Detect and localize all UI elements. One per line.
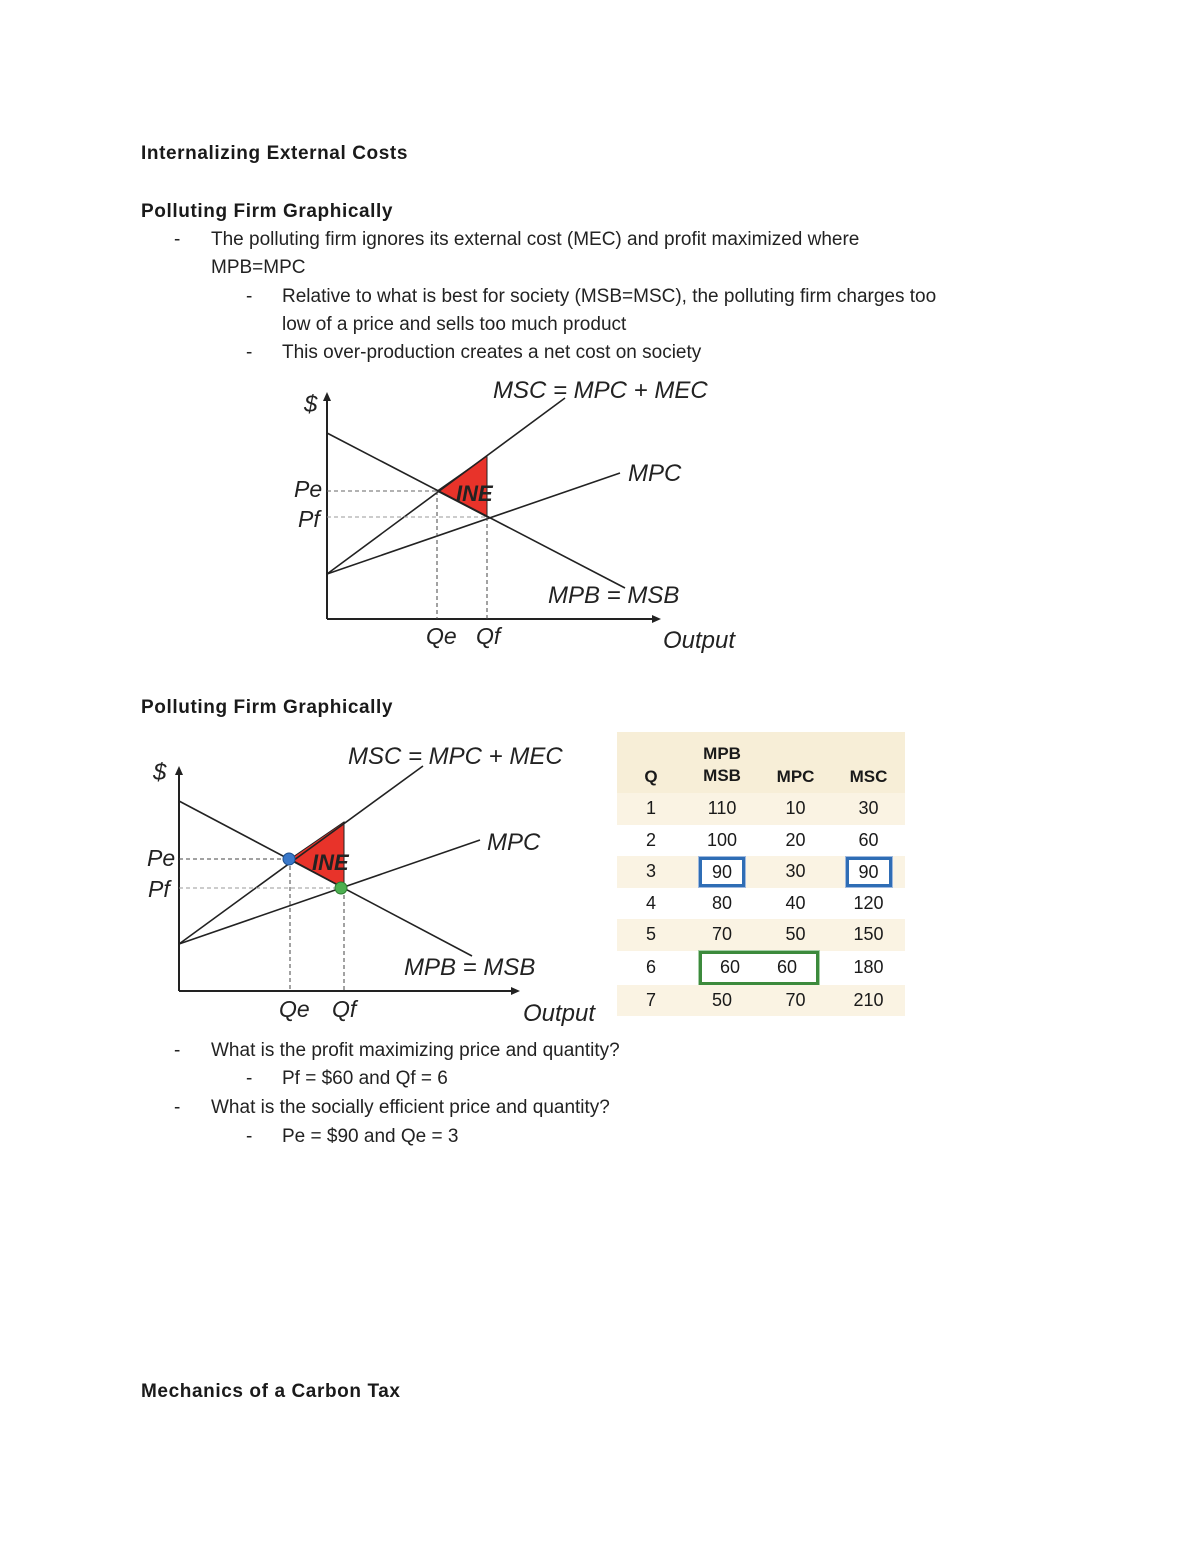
profit-max-point-dot [335,882,347,894]
page-title: Internalizing External Costs [141,143,409,164]
question-text: What is the socially efficient price and quantity? [211,1097,610,1118]
bullet-dash: - [174,1097,181,1118]
y-axis-label: $ [304,391,318,418]
qf-label: Qf [332,996,357,1022]
y-axis-arrow [323,392,331,401]
cell-mpc: 70 [759,985,832,1017]
green-highlight-box [699,951,819,985]
cell-q: 1 [617,793,685,825]
sub-bullet-text: low of a price and sells too much product [282,314,627,335]
x-axis-arrow [511,987,520,995]
section-heading-1: Polluting Firm Graphically [141,201,394,222]
efficient-point-dot [283,853,295,865]
x-axis-arrow [652,615,661,623]
bullet-dash: - [174,1040,181,1061]
y-axis-label: $ [153,759,167,786]
sub-bullet-text: Relative to what is best for society (MSB=MSC), the polluting firm charges too [282,286,937,307]
table-row [617,793,905,825]
ine-label: INE [312,850,349,875]
cell-mpb: 100 [685,825,759,857]
qe-label: Qe [279,996,310,1022]
blue-highlight-box [846,857,892,887]
col-header-mpb: MPB [703,744,741,763]
mpb-label: MPB = MSB [404,954,536,981]
mpc-label: MPC [487,829,541,856]
x-axis-label: Output [523,1000,596,1027]
cell-q: 6 [617,951,685,985]
bullet-dash: - [246,342,253,363]
mpb-line [179,801,472,956]
ine-label: INE [456,481,493,506]
cell-msc: 30 [832,793,905,825]
msc-line [327,398,565,574]
x-axis-label: Output [663,627,736,654]
section-heading-2: Polluting Firm Graphically [141,697,394,718]
mpb-label: MPB = MSB [548,582,680,609]
cell-q: 4 [617,888,685,920]
msc-line [179,766,423,944]
sub-bullet-text: This over-production creates a net cost on society [282,342,702,363]
table-row [617,856,905,888]
externality-graph-2 [140,738,610,1038]
bullet-dash: - [246,1068,253,1089]
cell-mpb-value: 90 [712,861,733,882]
pf-label: Pf [148,876,170,902]
pe-label: Pe [294,476,323,502]
table-row [617,825,905,857]
answer-text: Pe = $90 and Qe = 3 [282,1126,459,1147]
col-header-msc: MSC [832,732,905,793]
cell-mpb: 70 [685,919,759,951]
table-row [617,951,905,985]
bullet-dash: - [246,1126,253,1147]
pe-label: Pe [147,845,176,871]
cell-q: 5 [617,919,685,951]
marginal-values-table [617,732,905,1016]
table-row [617,919,905,951]
col-header-q: Q [617,732,685,793]
cell-mpb-mpc-highlight [685,951,832,985]
table-row [617,888,905,920]
bullet-text: The polluting firm ignores its external cost (MEC) and profit maximized where [211,229,860,250]
pf-label: Pf [298,506,320,532]
answer-text: Pf = $60 and Qf = 6 [282,1068,448,1089]
blue-highlight-box [699,857,745,887]
cell-msc: 120 [832,888,905,920]
y-axis-arrow [175,766,183,775]
table-row [617,985,905,1017]
bullet-dash: - [246,286,253,307]
section-heading-3: Mechanics of a Carbon Tax [141,1381,401,1402]
cell-msc-highlight [832,856,905,888]
qf-label: Qf [476,623,501,649]
cell-mpc: 30 [759,856,832,888]
mpb-line [327,433,625,588]
cell-mpb-value: 60 [720,957,741,977]
qe-label: Qe [426,623,457,649]
bullet-text: MPB=MPC [211,257,306,278]
cell-mpb: 50 [685,985,759,1017]
mpc-label: MPC [628,460,682,487]
cell-mpb: 110 [685,793,759,825]
bullet-dash: - [174,229,181,250]
cell-mpc: 10 [759,793,832,825]
marginal-values-table-wrapper [617,732,905,1016]
cell-msc-value: 90 [858,861,879,882]
cell-q: 3 [617,856,685,888]
cell-msc: 180 [832,951,905,985]
externality-graph-1 [280,370,760,670]
cell-mpc: 40 [759,888,832,920]
cell-msc: 150 [832,919,905,951]
cell-mpc: 20 [759,825,832,857]
col-header-mpb-msb [685,732,759,793]
cell-mpc: 50 [759,919,832,951]
question-text: What is the profit maximizing price and quantity? [211,1040,620,1061]
col-header-mpc: MPC [759,732,832,793]
cell-mpb-highlight [685,856,759,888]
msc-label: MSC = MPC + MEC [348,743,563,770]
cell-q: 2 [617,825,685,857]
cell-mpb: 80 [685,888,759,920]
cell-q: 7 [617,985,685,1017]
cell-msc: 210 [832,985,905,1017]
msc-label: MSC = MPC + MEC [493,377,708,404]
cell-msc: 60 [832,825,905,857]
col-header-msb: MSB [703,766,741,785]
cell-mpc-value: 60 [777,957,798,977]
